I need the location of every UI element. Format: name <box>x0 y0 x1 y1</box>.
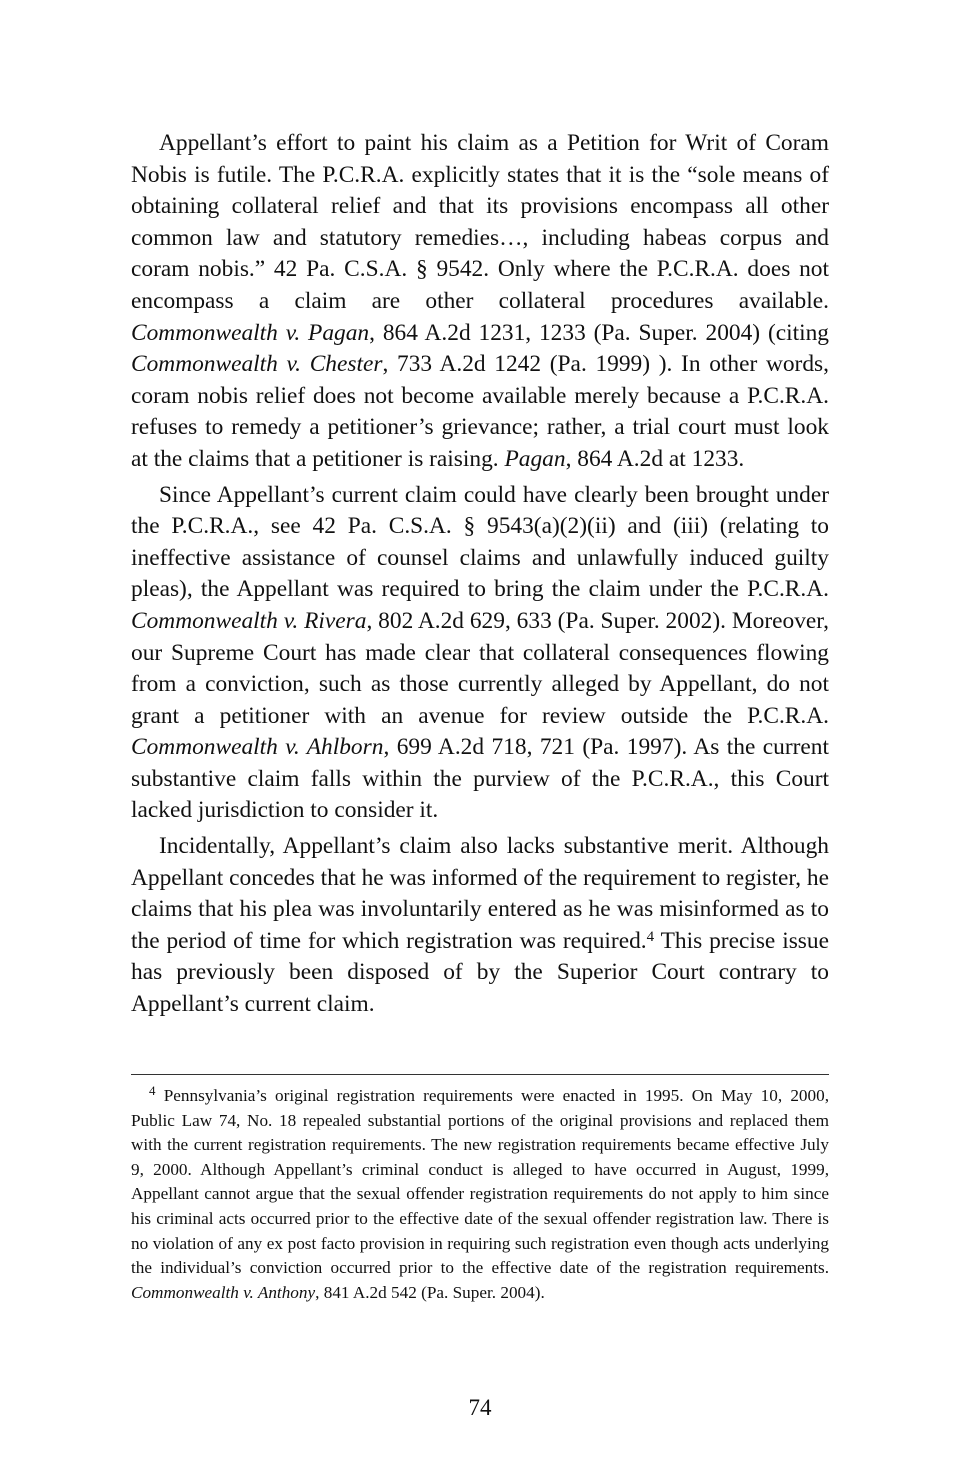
paragraph-2: Since Appellant’s current claim could have clearly been brought under the P.C.R.A., see 42 Pa. C.S.A. § 9543(a)(2)(ii) and (iii) (relating to ineffective assistance of counsel claims and unlawfully induced guilty pleas), the Appellant was required to bring the claim under the P.C.R.A. Commonwealth v. Rivera, 802 A.2d 629, 633 (Pa. Super. 2002). Moreover, our Supreme Court has made clear that collateral consequences flowing from a conviction, such as those currently alleged by Appellant, do not grant a petitioner with an avenue for review outside the P.C.R.A. Commonwealth v. Ahlborn, 699 A.2d 718, 721 (Pa. 1997). As the current substantive claim falls within the purview of the P.C.R.A., this Court lacked jurisdiction to consider it. <box>131 481 829 824</box>
case-citation: Commonwealth v. Anthony <box>131 1282 316 1302</box>
footnote-marker: 4 <box>149 1083 156 1098</box>
main-text <box>131 128 829 1025</box>
footnote-4: $^4$ Pennsylvania’s original registration requirements were enacted in 1995. On May 10, 2000, Public Law 74, No. 18 repealed substantial portions of the original provisions and replaced them with the current registration requirements. The new registration requirements became effective July 9, 2000. Although Appellant’s criminal conduct is alleged to have occurred in August, 1999, Appellant cannot argue that the sexual offender registration requirements do not apply to him since his criminal acts occurred prior to the effective date of the sexual offender registration law. There is no violation of any ex post facto provision in requiring such registration even though acts underlying the individual’s conviction occurred prior to the effective date of the registration requirements. Commonwealth v. Anthony, 841 A.2d 542 (Pa. Super. 2004). <box>131 1083 829 1302</box>
paragraph-1: Appellant’s effort to paint his claim as a Petition for Writ of Coram Nobis is futile. The P.C.R.A. explicitly states that it is the “sole means of obtaining collateral relief and that its provisions encompass all other common law and statutory remedies…, including habeas corpus and coram nobis.” 42 Pa. C.S.A. § 9542. Only where the P.C.R.A. does not encompass a claim are other collateral procedures available. Commonwealth v. Pagan, 864 A.2d 1231, 1233 (Pa. Super. 2004) (citing Commonwealth v. Chester, 733 A.2d 1242 (Pa. 1999) ). In other words, coram nobis relief does not become available merely because a P.C.R.A. refuses to remedy a petitioner’s grievance; rather, a trial court must look at the claims that a petitioner is raising. Pagan, 864 A.2d at 1233. <box>131 130 830 472</box>
case-citation: Commonwealth v. Ahlborn <box>131 734 384 761</box>
case-citation: Commonwealth v. Pagan <box>131 319 370 346</box>
paragraph-3: Incidentally, Appellant’s claim also lacks substantive merit. Although Appellant concedes that he was informed of the requirement to register, he claims that his plea was involuntarily entered as he was misinformed as to the period of time for which registration was required.$^4$ This precise issue has previously been disposed of by the Superior Court contrary to Appellant’s current claim. <box>131 833 829 1018</box>
page-number: 74 <box>468 1395 492 1420</box>
case-citation: Pagan <box>504 445 566 472</box>
case-citation: Commonwealth v. Rivera <box>131 607 367 634</box>
footnote <box>131 1084 829 1305</box>
footnote-reference: 4 <box>646 928 655 945</box>
footnote-divider <box>131 1074 829 1075</box>
case-citation: Commonwealth v. Chester <box>131 351 383 378</box>
